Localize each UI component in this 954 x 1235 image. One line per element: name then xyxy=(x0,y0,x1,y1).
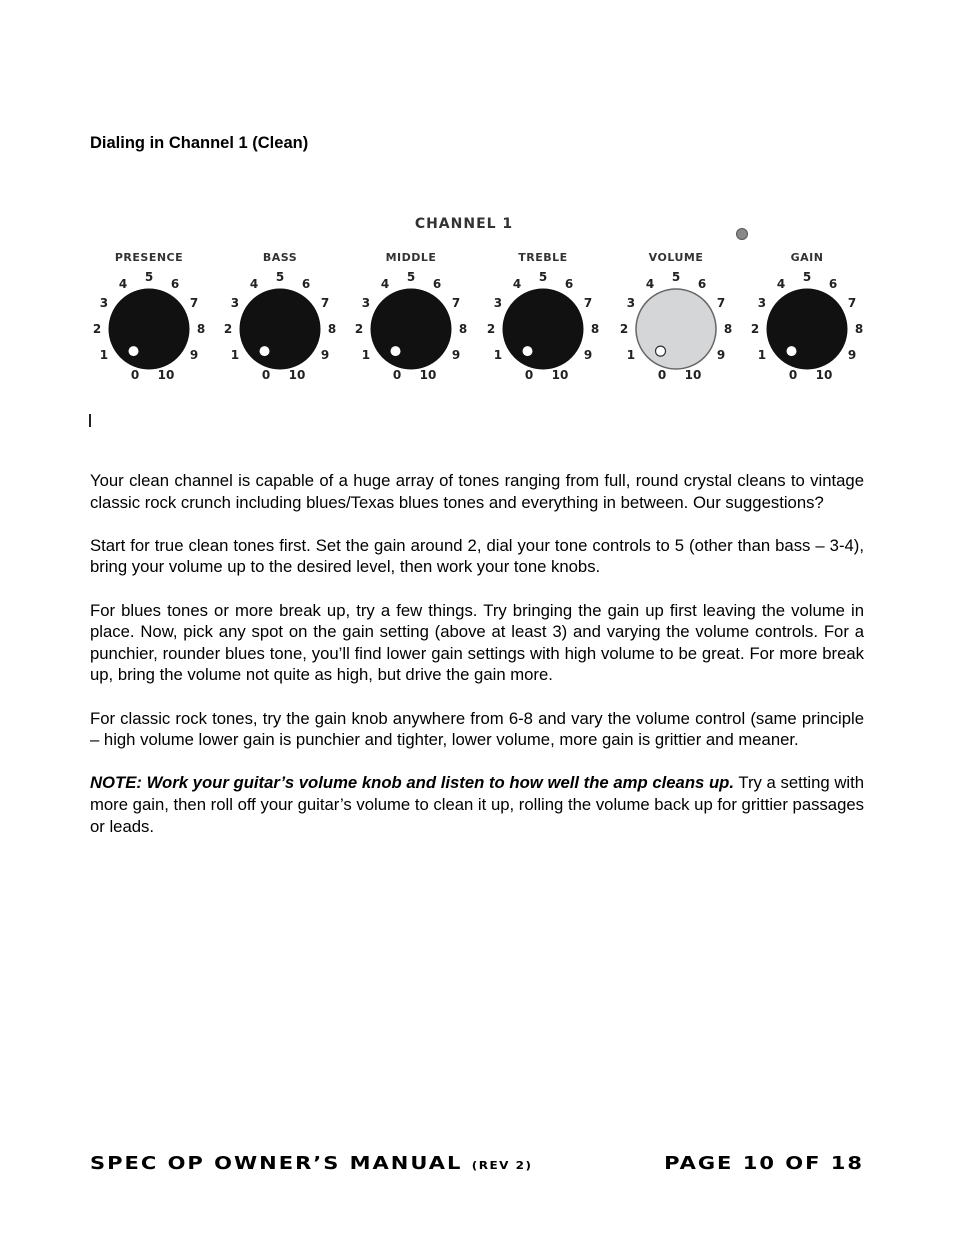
knob-label-treble: TREBLE xyxy=(518,251,568,264)
footer-manual-title xyxy=(90,1153,532,1173)
knob-volume xyxy=(636,289,716,369)
footer-title: SPEC OP OWNER’S MANUAL xyxy=(90,1153,463,1174)
scale-number: 10 xyxy=(157,368,175,382)
scale-number: 5 xyxy=(538,270,548,284)
knob-pointer-dot xyxy=(129,346,139,356)
scale-number: 6 xyxy=(170,276,180,291)
knob-presence xyxy=(109,289,189,369)
page-footer xyxy=(90,1153,864,1183)
channel-1-control-panel xyxy=(80,200,880,400)
scale-number: 8 xyxy=(196,322,206,336)
scale-number: 6 xyxy=(301,276,311,291)
scale-number: 5 xyxy=(144,270,154,284)
scale-number: 6 xyxy=(697,276,707,291)
footer-page-number: PAGE 10 OF 18 xyxy=(664,1153,864,1174)
scale-number: 6 xyxy=(828,276,838,291)
scale-number: 10 xyxy=(684,368,702,382)
scale-number: 5 xyxy=(802,270,812,284)
scale-number: 0 xyxy=(392,368,402,382)
knob-treble xyxy=(503,289,583,369)
scale-number: 2 xyxy=(619,322,629,336)
scale-number: 10 xyxy=(288,368,306,382)
scale-number: 9 xyxy=(583,348,593,362)
paragraph-intro: Your clean channel is capable of a huge array of tones ranging from full, round crystal cleans to vintage classic rock crunch including blues/Texas blues tones and everything in between. Our suggestions? xyxy=(90,471,864,512)
scale-number: 8 xyxy=(458,322,468,336)
scale-number: 4 xyxy=(380,276,390,291)
scale-number: 4 xyxy=(118,276,128,291)
scale-number: 1 xyxy=(493,348,503,362)
scale-number: 3 xyxy=(493,296,503,310)
scale-number: 3 xyxy=(626,296,636,310)
scale-number: 10 xyxy=(815,368,833,382)
scale-number: 7 xyxy=(847,296,857,310)
knob-label-bass: BASS xyxy=(262,251,298,264)
knob-pointer-dot xyxy=(391,346,401,356)
scale-number: 2 xyxy=(750,322,760,336)
scale-number: 1 xyxy=(757,348,767,362)
scale-number: 7 xyxy=(583,296,593,310)
scale-number: 6 xyxy=(432,276,442,291)
scale-number: 4 xyxy=(249,276,259,291)
knob-label-volume: VOLUME xyxy=(648,251,704,264)
scale-number: 10 xyxy=(551,368,569,382)
scale-number: 0 xyxy=(130,368,140,382)
knob-gain xyxy=(767,289,847,369)
knob-pointer-dot xyxy=(523,346,533,356)
scale-number: 8 xyxy=(723,322,733,336)
knob-label-middle: MIDDLE xyxy=(385,251,437,264)
scale-number: 1 xyxy=(230,348,240,362)
panel-title: CHANNEL 1 xyxy=(414,216,514,232)
section-heading: Dialing in Channel 1 (Clean) xyxy=(90,134,309,152)
scale-number: 2 xyxy=(354,322,364,336)
scale-number: 6 xyxy=(564,276,574,291)
scale-number: 1 xyxy=(99,348,109,362)
scale-number: 2 xyxy=(223,322,233,336)
scale-number: 5 xyxy=(406,270,416,284)
note-rest: Try a setting with more gain, then roll off your guitar’s volume to clean it up, rolling the volume back up for grittier passages or leads. xyxy=(90,773,865,836)
footer-revision: (REV 2) xyxy=(471,1159,533,1172)
scale-number: 5 xyxy=(671,270,681,284)
scale-number: 8 xyxy=(854,322,864,336)
scale-number: 8 xyxy=(327,322,337,336)
scale-number: 0 xyxy=(261,368,271,382)
note-lead: NOTE: Work your guitar’s volume knob and listen to how well the amp cleans up. xyxy=(90,773,735,793)
scale-number: 3 xyxy=(361,296,371,310)
knob-pointer-dot xyxy=(260,346,270,356)
knob-middle xyxy=(371,289,451,369)
scale-number: 9 xyxy=(847,348,857,362)
knob-label-gain: GAIN xyxy=(790,251,824,264)
scale-number: 9 xyxy=(189,348,199,362)
paragraph-note xyxy=(90,772,864,837)
paragraph-classic-rock: For classic rock tones, try the gain knob anywhere from 6-8 and vary the volume control (same principle – high volume lower gain is punchier and tighter, lower volume, more gain is grittier and meaner. xyxy=(90,708,864,750)
knob-pointer-dot xyxy=(656,346,666,356)
paragraph-clean-tones: Start for true clean tones first. Set the gain around 2, dial your tone controls to 5 (other than bass – 3-4), bring your volume up to the desired level, then work your tone knobs. xyxy=(90,535,864,577)
scale-number: 2 xyxy=(486,322,496,336)
scale-number: 4 xyxy=(512,276,522,291)
scale-number: 0 xyxy=(788,368,798,382)
scale-number: 10 xyxy=(419,368,437,382)
scale-number: 9 xyxy=(451,348,461,362)
scale-number: 4 xyxy=(645,276,655,291)
scale-number: 7 xyxy=(320,296,330,310)
knob-pointer-dot xyxy=(787,346,797,356)
scale-number: 1 xyxy=(626,348,636,362)
paragraph-blues-tones: For blues tones or more break up, try a few things. Try bringing the gain up first leaving the volume in place. Now, pick any spot on the gain setting (above at least 3) and varying the volume controls. For a punchier, rounder blues tone, you’ll find lower gain settings with high volume to be great. For more break up, bring the volume not quite as high, but drive the gain more. xyxy=(90,600,864,685)
scale-number: 3 xyxy=(99,296,109,310)
scale-number: 3 xyxy=(757,296,767,310)
scale-number: 9 xyxy=(320,348,330,362)
scale-number: 2 xyxy=(92,322,102,336)
scale-number: 4 xyxy=(776,276,786,291)
scale-number: 9 xyxy=(716,348,726,362)
scale-number: 0 xyxy=(657,368,667,382)
stray-mark xyxy=(89,414,91,427)
body-text xyxy=(90,470,864,859)
knob-label-presence: PRESENCE xyxy=(114,251,184,264)
control-panel-diagram xyxy=(80,200,880,400)
scale-number: 1 xyxy=(361,348,371,362)
scale-number: 8 xyxy=(590,322,600,336)
scale-number: 7 xyxy=(189,296,199,310)
scale-number: 5 xyxy=(275,270,285,284)
knob-bass xyxy=(240,289,320,369)
scale-number: 0 xyxy=(524,368,534,382)
scale-number: 7 xyxy=(716,296,726,310)
scale-number: 7 xyxy=(451,296,461,310)
scale-number: 3 xyxy=(230,296,240,310)
led-indicator xyxy=(737,229,748,240)
